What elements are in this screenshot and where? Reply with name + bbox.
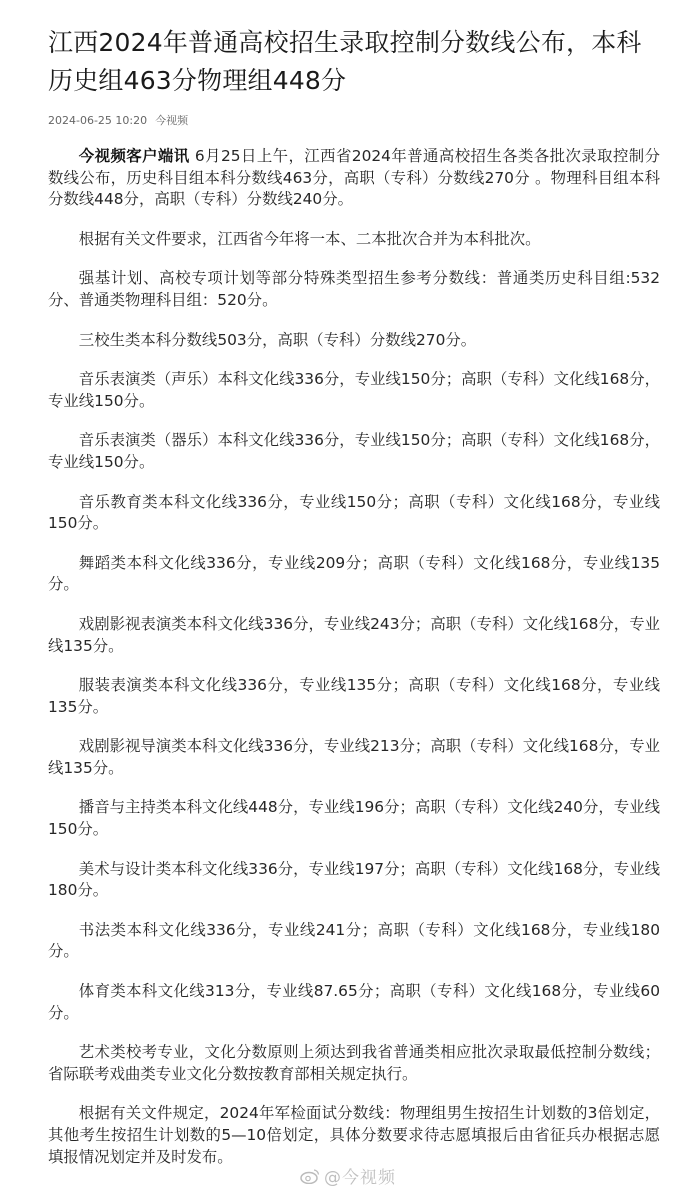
paragraph: 艺术类校考专业，文化分数原则上须达到我省普通类相应批次录取最低控制分数线；省际联考戏曲类专业文化分数按教育部相关规定执行。 [48,1043,660,1083]
article-source[interactable]: 今视频 [155,114,189,127]
article-body [48,146,660,1168]
paragraph: 体育类本科文化线313分，专业线87.65分；高职（专科）文化线168分，专业线60分。 [48,982,660,1022]
watermark [300,1163,396,1188]
article [48,0,660,1186]
paragraph: 强基计划、高校专项计划等部分特殊类型招生参考分数线：普通类历史科目组:532 分、普通类物理科目组：520分。 [48,269,660,309]
weibo-icon [300,1168,320,1184]
paragraph: 根据有关文件规定，2024年军检面试分数线：物理组男生按招生计划数的3倍划定，其他考生按招生计划数的5—10倍划定，具体分数要求待志愿填报后由省征兵办根据志愿填报情况划定并及时发布。 [48,1104,660,1166]
article-meta [48,113,660,129]
paragraph: 音乐教育类本科文化线336分，专业线150分；高职（专科）文化线168分，专业线150分。 [48,492,660,533]
paragraph: 音乐表演类（器乐）本科文化线336分，专业线150分；高职（专科）文化线168分，专业线150分。 [48,431,660,471]
paragraph: 音乐表演类（声乐）本科文化线336分，专业线150分；高职（专科）文化线168分，专业线150分。 [48,370,660,410]
paragraph-text: 6月25日上午，江西省2024年普通高校招生各类各批次录取控制分数线公布，历史科目组本科分数线463分，高职（专科）分数线270分 。物理科目组本科分数线448分，高职（专科）分数线240分。 [48,147,660,209]
paragraph-lead: 今视频客户端讯 [78,147,190,165]
paragraph: 服装表演类本科文化线336分，专业线135分；高职（专科）文化线168分，专业线135分。 [48,676,660,716]
paragraph: 播音与主持类本科文化线448分，专业线196分；高职（专科）文化线240分，专业线150分。 [48,798,660,839]
paragraph-intro [48,146,660,211]
article-title: 江西2024年普通高校招生录取控制分数线公布，本科历史组463分物理组448分 [48,28,642,95]
publish-datetime: 2024-06-25 10:20 [48,114,148,127]
paragraph: 三校生类本科分数线503分，高职（专科）分数线270分。 [78,330,477,349]
paragraph: 舞蹈类本科文化线336分，专业线209分；高职（专科）文化线168分，专业线135分。 [48,553,660,594]
watermark-text: @今视频 [324,1168,396,1188]
paragraph: 书法类本科文化线336分，专业线241分；高职（专科）文化线168分，专业线180分。 [48,920,660,961]
paragraph: 戏剧影视导演类本科文化线336分，专业线213分；高职（专科）文化线168分，专业线135分。 [48,737,660,777]
paragraph: 美术与设计类本科文化线336分，专业线197分；高职（专科）文化线168分，专业线180分。 [48,859,660,900]
paragraph: 根据有关文件要求，江西省今年将一本、二本批次合并为本科批次。 [78,229,541,248]
paragraph: 戏剧影视表演类本科文化线336分，专业线243分；高职（专科）文化线168分，专业线135分。 [48,614,660,655]
